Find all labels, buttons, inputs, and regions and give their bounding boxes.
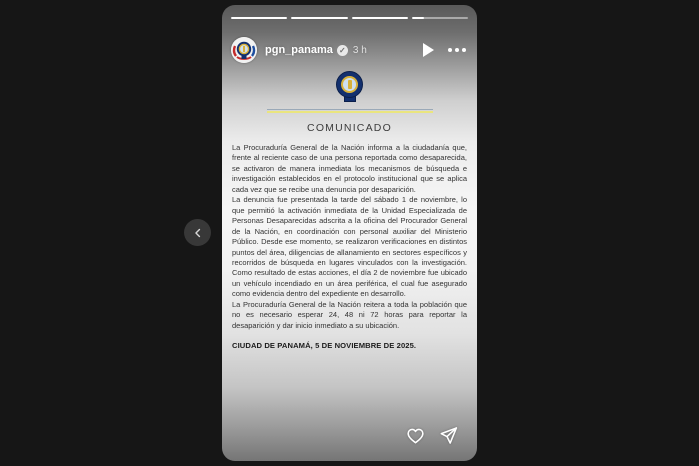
progress-segment: [231, 17, 287, 19]
paragraph: La denuncia fue presentada la tarde del sábado 1 de noviembre, lo que permitió la activación inmediata de la Unidad Especializada de Personas Desaparecidas adscrita a la oficina del Procurador General de la Nación, en coordinación con personal auxiliar del Ministerio Público. Desde ese momento, se realizaron verificaciones en distintos puntos del área, diligencias de allanamiento en sectores específicos y recorridos de búsqueda en lugares vinculados con la investigación. Como resultado de estas acciones, el día 2 de noviembre fue ubicado un vehículo incendiado en un área periférica, el cual fue asegurado como evidencia dentro del expediente en desarrollo.: [232, 195, 467, 299]
paragraph: La Procuraduría General de la Nación reitera a toda la población que no es necesario esperar 24, 48 ni 72 horas para reportar la desaparición y dar inicio inmediato a su ubicación.: [232, 299, 467, 330]
play-button[interactable]: [423, 43, 434, 57]
paragraph: La Procuraduría General de la Nación informa a la ciudadanía que, frente al reciente caso de una persona reportada como desaparecida, se activaron de manera inmediata los mecanismos de búsqueda e investigación establecidos en el protocolo institucional que se aplica cada vez que se recibe una denuncia por desaparición.: [232, 143, 467, 194]
dateline: CIUDAD DE PANAMÁ, 5 DE NOVIEMBRE DE 2025.: [232, 341, 417, 351]
pgn-seal-avatar-icon: [231, 37, 257, 63]
dot-icon: [448, 48, 452, 52]
progress-segment: [352, 17, 408, 19]
document-logo-block: [232, 71, 467, 117]
story-card[interactable]: [222, 5, 477, 461]
document-body: [232, 143, 467, 350]
verified-badge-icon: ✓: [337, 45, 348, 56]
username[interactable]: pgn_panama: [265, 44, 333, 56]
chevron-left-icon: [191, 226, 205, 240]
previous-story-button[interactable]: [184, 219, 211, 246]
more-options-button[interactable]: [448, 44, 466, 56]
story-actions: [405, 425, 459, 446]
share-button[interactable]: [438, 425, 459, 446]
like-button[interactable]: [405, 425, 426, 446]
decorative-rule: [267, 109, 433, 113]
story-header: [231, 36, 466, 64]
story-progress-bar: [231, 17, 468, 19]
story-timestamp: 3 h: [352, 44, 367, 56]
avatar[interactable]: [231, 37, 257, 63]
paper-plane-icon: [438, 425, 459, 446]
progress-segment: [291, 17, 347, 19]
dot-icon: [455, 48, 459, 52]
communique-document: [232, 71, 467, 350]
progress-segment-current: [412, 17, 468, 19]
pgn-seal-icon: [336, 71, 363, 98]
heart-icon: [405, 425, 426, 446]
dot-icon: [462, 48, 466, 52]
document-title: COMUNICADO: [307, 122, 392, 134]
